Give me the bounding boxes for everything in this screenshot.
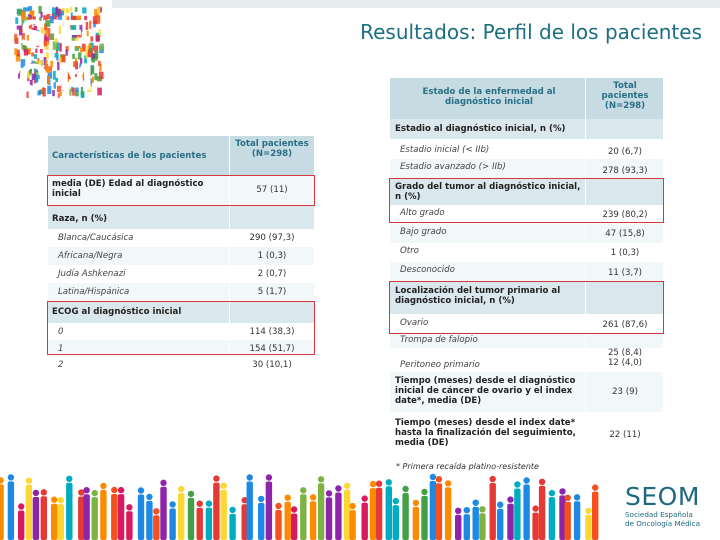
person-body	[376, 488, 382, 540]
table-row	[48, 283, 314, 301]
person-head	[370, 481, 376, 487]
person-head	[386, 479, 392, 485]
row-value: 114 (38,3)	[249, 327, 295, 337]
person-head	[33, 490, 39, 496]
person-head	[160, 480, 166, 486]
person-body	[362, 503, 368, 540]
confetti-piece	[86, 22, 89, 30]
confetti-piece	[52, 7, 54, 13]
person-head	[58, 497, 64, 503]
row-label: 1	[58, 344, 64, 354]
row-label: Estadio avanzado (> IIb)	[400, 162, 506, 172]
confetti-piece	[97, 15, 101, 24]
person-head	[335, 485, 341, 491]
row-label: Bajo grado	[400, 227, 447, 237]
row-value: 5 (1,7)	[257, 287, 287, 297]
person-body	[455, 515, 461, 540]
confetti-piece	[90, 36, 93, 41]
person-body	[247, 482, 253, 540]
person-body	[285, 502, 291, 540]
person-body	[33, 497, 39, 540]
person-body	[344, 490, 350, 540]
row-label: Tiempo (meses) desde el index date* hasta la finalización del seguimiento, media (DE)	[395, 418, 576, 448]
confetti-piece	[56, 7, 59, 15]
person-head	[266, 474, 272, 480]
person-body	[213, 483, 219, 540]
confetti-piece	[70, 7, 72, 12]
row-value: 30 (10,1)	[252, 360, 292, 370]
confetti-piece	[50, 33, 54, 40]
person-head	[221, 483, 227, 489]
person-body	[41, 496, 47, 540]
confetti-piece	[55, 53, 59, 58]
confetti-piece	[88, 52, 92, 57]
table-row	[390, 159, 663, 179]
confetti-piece	[66, 9, 70, 14]
person-head	[318, 476, 324, 482]
person-head	[300, 487, 306, 493]
person-head	[402, 486, 408, 492]
person-head	[118, 487, 124, 493]
footnote: * Primera recaída platino-resistente	[396, 462, 539, 471]
person-body	[92, 497, 98, 540]
person-body	[258, 503, 264, 540]
person-head	[126, 504, 132, 510]
person-head	[559, 488, 565, 494]
confetti-piece	[75, 7, 78, 12]
person-body	[402, 493, 408, 540]
person-body	[585, 515, 591, 540]
person-body	[565, 502, 571, 540]
person-head	[532, 505, 538, 511]
row-label: Estadio inicial (< IIb)	[400, 145, 490, 155]
row-label: 2	[58, 360, 64, 370]
person-head	[413, 500, 419, 506]
row-value: 22 (11)	[609, 430, 641, 440]
person-body	[523, 485, 529, 540]
row-label: Alto grado	[400, 208, 445, 218]
table-row	[390, 412, 663, 456]
person-head	[229, 507, 235, 513]
confetti-piece	[14, 34, 17, 42]
person-body	[221, 490, 227, 540]
row-value: 47 (15,8)	[605, 229, 645, 239]
person-body	[592, 492, 598, 540]
person-body	[300, 494, 306, 540]
person-body	[26, 485, 32, 540]
person-head	[349, 503, 355, 509]
header-value: Total pacientes (N=298)	[235, 139, 309, 159]
person-head	[455, 508, 461, 514]
person-body	[126, 511, 132, 540]
disease-status-table	[390, 78, 663, 456]
confetti-piece	[82, 7, 86, 13]
person-body	[66, 483, 72, 540]
table-section-row	[390, 119, 663, 139]
section-label: Raza, n (%)	[52, 214, 108, 224]
person-body	[539, 486, 545, 540]
person-head	[178, 486, 184, 492]
person-head	[344, 483, 350, 489]
person-body	[178, 493, 184, 540]
row-label: 0	[58, 327, 64, 337]
section-label: Grado del tumor al diagnóstico inicial, n (%)	[395, 182, 581, 202]
person-body	[532, 513, 538, 540]
person-body	[100, 490, 106, 540]
person-body	[574, 501, 580, 540]
person-head	[421, 489, 427, 495]
person-body	[138, 495, 144, 540]
confetti-piece	[97, 7, 100, 14]
table-row	[390, 332, 663, 348]
person-body	[464, 514, 470, 540]
person-head	[206, 500, 212, 506]
table-header-row	[48, 136, 314, 175]
person-head	[275, 503, 281, 509]
person-head	[393, 498, 399, 504]
person-body	[490, 483, 496, 540]
confetti-piece	[53, 71, 56, 80]
person-body	[436, 483, 442, 540]
person-head	[565, 495, 571, 501]
seom-line1: Sociedad Española	[625, 510, 693, 519]
row-value: 1 (0,3)	[610, 248, 640, 258]
confetti-piece	[50, 61, 53, 67]
person-body	[58, 504, 64, 540]
person-head	[138, 487, 144, 493]
person-head	[549, 490, 555, 496]
table-row	[48, 229, 314, 247]
person-head	[362, 495, 368, 501]
person-head	[592, 484, 598, 490]
row-label: Trompa de falopio	[400, 335, 478, 345]
person-body	[326, 497, 332, 540]
confetti-piece	[98, 61, 101, 66]
row-label: Desconocido	[400, 265, 455, 275]
table-header-row	[390, 78, 663, 119]
confetti-piece	[54, 82, 56, 89]
confetti-piece	[15, 17, 18, 24]
row-value: 278 (93,3)	[602, 166, 648, 176]
row-label: Judía Ashkenazi	[58, 269, 126, 279]
person-head	[83, 487, 89, 493]
person-body	[393, 505, 399, 540]
logo-letter-s: S	[20, 14, 46, 55]
person-head	[18, 503, 24, 509]
person-head	[197, 501, 203, 507]
person-head	[100, 483, 106, 489]
row-label: Ovario	[400, 318, 429, 328]
row-label: Otro	[400, 246, 419, 256]
person-body	[188, 498, 194, 540]
person-body	[111, 494, 117, 540]
person-body	[291, 514, 297, 540]
person-head	[153, 508, 159, 514]
confetti-piece	[97, 88, 102, 96]
person-head	[430, 474, 436, 480]
crowd-illustration	[0, 470, 610, 540]
person-head	[464, 507, 470, 513]
row-value: 25 (8,4) 12 (4,0)	[607, 348, 643, 368]
table-row	[48, 265, 314, 283]
confetti-piece	[14, 48, 17, 55]
person-body	[497, 509, 503, 540]
person-head	[26, 478, 32, 484]
highlight-box-grade	[389, 178, 664, 223]
person-body	[169, 508, 175, 540]
row-label: Blanca/Caucásica	[58, 233, 134, 243]
person-body	[266, 482, 272, 540]
person-head	[585, 508, 591, 514]
seom-logo-top	[14, 6, 104, 98]
person-head	[490, 476, 496, 482]
page-title: Resultados: Perfil de los pacientes	[360, 20, 702, 44]
row-value: 239 (80,2)	[602, 210, 648, 220]
row-value: 290 (97,3)	[249, 233, 295, 243]
person-head	[436, 476, 442, 482]
confetti-piece	[88, 44, 91, 48]
table-row	[390, 372, 663, 412]
person-body	[479, 513, 485, 540]
person-head	[66, 476, 72, 482]
person-body	[473, 507, 479, 540]
confetti-piece	[96, 35, 100, 42]
logo-letter-m: M	[58, 58, 94, 98]
person-body	[421, 496, 427, 540]
person-head	[213, 475, 219, 481]
column-divider	[585, 78, 586, 456]
confetti-piece	[84, 16, 87, 20]
person-body	[413, 507, 419, 540]
row-label: Africana/Negra	[58, 251, 123, 261]
person-head	[574, 494, 580, 500]
person-head	[507, 496, 513, 502]
confetti-piece	[47, 28, 50, 37]
seom-logo-bottom	[625, 484, 700, 528]
highlight-box-location	[389, 281, 664, 334]
person-head	[247, 474, 253, 480]
logo-letter-o: O	[18, 58, 49, 98]
person-body	[445, 487, 451, 540]
table-row	[390, 224, 663, 243]
person-head	[473, 500, 479, 506]
person-body	[18, 511, 24, 540]
person-head	[111, 487, 117, 493]
confetti-piece	[87, 31, 89, 37]
person-head	[326, 490, 332, 496]
person-head	[291, 506, 297, 512]
person-body	[514, 489, 520, 540]
person-body	[335, 493, 341, 540]
person-head	[523, 477, 529, 483]
row-value: 11 (3,7)	[607, 268, 643, 278]
table-row	[390, 262, 663, 282]
table-row	[390, 139, 663, 159]
confetti-piece	[95, 51, 99, 59]
confetti-piece	[99, 44, 104, 51]
header-label: Características de los pacientes	[52, 151, 207, 161]
person-body	[118, 494, 124, 540]
person-body	[386, 486, 392, 540]
header-band	[112, 0, 720, 8]
person-body	[8, 481, 14, 540]
person-head	[188, 491, 194, 497]
table-row	[48, 357, 314, 373]
row-value: 1 (0,3)	[257, 251, 287, 261]
person-head	[310, 494, 316, 500]
person-body	[197, 508, 203, 540]
person-head	[497, 502, 503, 508]
person-head	[146, 494, 152, 500]
row-value: 154 (51,7)	[249, 344, 295, 354]
person-body	[507, 504, 513, 540]
person-head	[0, 477, 4, 483]
person-head	[51, 497, 57, 503]
seom-name: SEOM	[625, 482, 700, 511]
row-label: Tiempo (meses) desde el diagnóstico inicial de cáncer de ovario y el index date*, media (DE)	[395, 376, 576, 406]
person-body	[153, 515, 159, 540]
person-body	[310, 501, 316, 540]
section-label: Estadio al diagnóstico inicial, n (%)	[395, 124, 566, 134]
confetti-piece	[89, 21, 91, 29]
section-label: Localización del tumor primario al diagnóstico inicial, n (%)	[395, 286, 561, 306]
confetti-piece	[50, 16, 54, 23]
confetti-piece	[52, 90, 55, 96]
person-body	[0, 484, 4, 540]
row-value: 261 (87,6)	[602, 320, 648, 330]
person-body	[206, 508, 212, 540]
person-head	[514, 481, 520, 487]
header-value: Total pacientes (N=298)	[601, 81, 649, 111]
person-head	[169, 501, 175, 507]
person-body	[51, 504, 57, 540]
person-head	[8, 474, 14, 480]
person-body	[160, 487, 166, 540]
person-head	[41, 489, 47, 495]
confetti-piece	[94, 46, 99, 52]
row-label: Latina/Hispánica	[58, 287, 130, 297]
confetti-piece	[99, 72, 104, 80]
confetti-piece	[55, 38, 58, 43]
person-body	[275, 510, 281, 540]
highlight-box-ecog	[47, 301, 315, 355]
confetti-piece	[94, 73, 97, 80]
highlight-box-age	[47, 175, 315, 206]
person-head	[92, 490, 98, 496]
confetti-piece	[45, 20, 50, 27]
person-head	[258, 496, 264, 502]
row-label: Peritoneo primario	[400, 360, 480, 370]
table-row	[48, 247, 314, 265]
person-body	[349, 510, 355, 540]
person-head	[539, 479, 545, 485]
person-body	[549, 497, 555, 540]
person-head	[285, 495, 291, 501]
person-body	[83, 494, 89, 540]
row-value: 57 (11)	[256, 185, 288, 195]
row-value: 2 (0,7)	[257, 269, 287, 279]
table-section-row	[48, 205, 314, 229]
table-row	[390, 348, 663, 372]
person-body	[318, 483, 324, 540]
header-label: Estado de la enfermedad al diagnóstico inicial	[422, 87, 556, 107]
section-label: ECOG al diagnóstico inicial	[52, 307, 182, 317]
person-body	[229, 514, 235, 540]
row-label: media (DE) Edad al diagnóstico inicial	[52, 179, 204, 199]
person-head	[376, 481, 382, 487]
row-value: 23 (9)	[612, 387, 638, 397]
person-body	[430, 481, 436, 540]
person-head	[479, 506, 485, 512]
logo-letter-e: E	[60, 14, 85, 55]
person-head	[445, 480, 451, 486]
table-row	[390, 243, 663, 262]
seom-line2: de Oncología Médica	[625, 519, 701, 528]
person-body	[370, 488, 376, 540]
row-value: 20 (6,7)	[607, 147, 643, 157]
person-body	[146, 501, 152, 540]
